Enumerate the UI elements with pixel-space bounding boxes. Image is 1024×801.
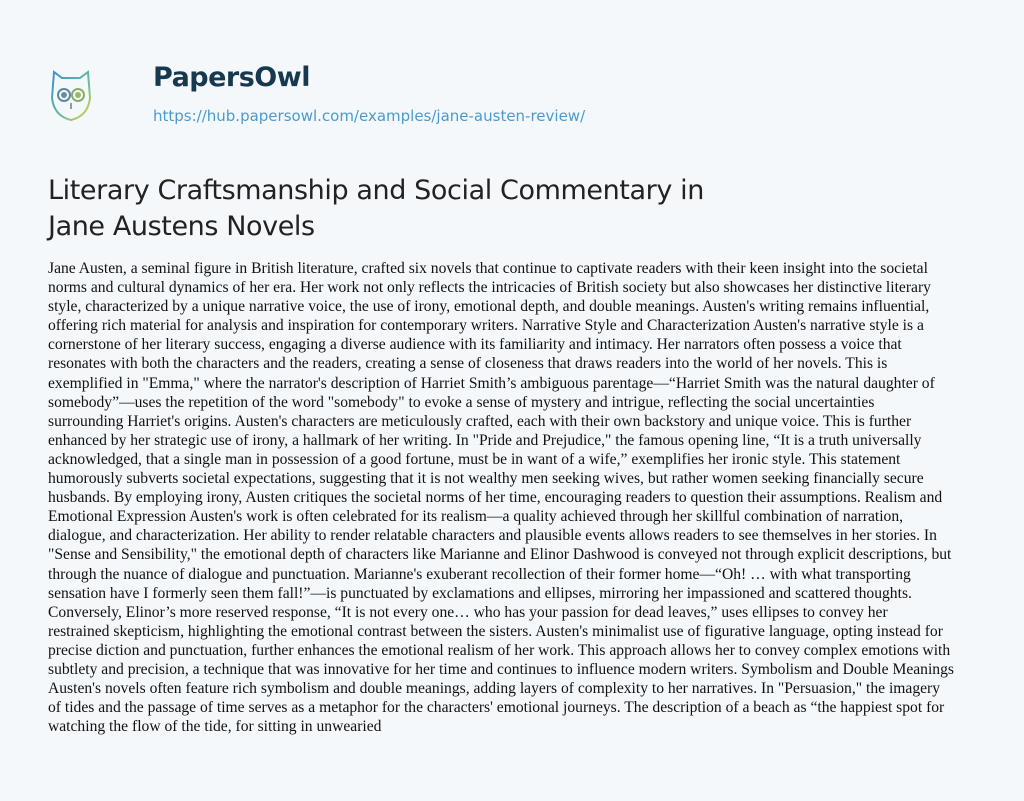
essay-line: exemplified in "Emma," where the narrator's description of Harriet Smith’s ambiguous parentage—“Harriet Smith was the natural daughter of (48, 374, 935, 392)
essay-line: Jane Austen, a seminal figure in British literature, crafted six novels that continue to captivate readers with their keen insight into the societal (48, 260, 928, 277)
essay-line: precise diction and punctuation, further enhances the emotional realism of her work. This approach allows her to convey complex emotions with (48, 641, 951, 659)
essay-line: dialogue, and characterization. Her ability to render relatable characters and plausible events allows readers to see themselves in her stories. In (48, 527, 937, 545)
brand-name[interactable]: PapersOwl (153, 62, 310, 93)
source-url-link[interactable]: https://hub.papersowl.com/examples/jane-austen-review/ (153, 107, 586, 125)
essay-line: subtlety and precision, a technique that was innovative for her time and continues to influence modern writers. Symbolism and Double Meanings (48, 660, 954, 678)
page-title (48, 173, 808, 245)
essay-line: of tides and the passage of time serves as a metaphor for the characters' emotional journeys. The description of a beach as “the happiest spot for (48, 699, 945, 717)
essay-line: surrounding Harriet's origins. Austen's characters are meticulously crafted, each with their own backstory and unique voice. This is further (48, 412, 912, 430)
essay-line: Austen's novels often feature rich symbolism and double meanings, adding layers of complexity to her narratives. In "Persuasion," the imagery (48, 680, 941, 698)
essay-line: resonates with both the characters and the readers, creating a sense of closeness that draws readers into the world of her novels. This is (48, 355, 888, 373)
essay-line: style, characterized by a unique narrative voice, the use of irony, emotional depth, and double meanings. Austen's writing remains influential, (48, 298, 930, 316)
title-line: Literary Craftsmanship and Social Commentary in (48, 175, 704, 206)
essay-line: offering rich material for analysis and inspiration for contemporary writers. Narrative Style and Characterization Austen's narrative style is a (48, 317, 924, 335)
essay-line: "Sense and Sensibility," the emotional depth of characters like Marianne and Elinor Dashwood is conveyed not through explicit descriptions, but (48, 546, 952, 564)
essay-line: enhanced by her strategic use of irony, a hallmark of her writing. In "Pride and Prejudice," the famous opening line, “It is a truth universally (48, 431, 922, 449)
title-line: Jane Austens Novels (48, 211, 315, 242)
essay-line: Emotional Expression Austen's work is often celebrated for its realism—a quality achieved through her skillful combination of narration, (48, 508, 904, 526)
essay-line: watching the flow of the tide, for sitting in unwearied (48, 718, 382, 736)
essay-line: somebody”—uses the repetition of the word "somebody" to evoke a sense of mystery and intrigue, reflecting the social uncertainties (48, 393, 875, 411)
essay-body (48, 259, 988, 736)
essay-line: cornerstone of her literary success, engaging a diverse audience with its familiarity and intimacy. Her narrators often possess a voice that (48, 336, 902, 354)
essay-line: norms and cultural dynamics of her era. Her work not only reflects the intricacies of British society but also showcases her distinctive literary (48, 279, 931, 297)
essay-line: restrained skepticism, highlighting the emotional contrast between the sisters. Austen's minimalist use of figurative language, opting instead for (48, 622, 943, 640)
essay-line: through the nuance of dialogue and punctuation. Marianne's exuberant recollection of their former home—“Oh! … with what transporting (48, 565, 911, 583)
owl-logo-icon (48, 68, 94, 122)
essay-line: humorously subverts societal expectations, suggesting that it is not wealthy men seeking wives, but rather women seeking financially secure (48, 470, 924, 488)
essay-line: husbands. By employing irony, Austen critiques the societal norms of her time, encouraging readers to question their assumptions. Realism and (48, 489, 943, 507)
essay-line: sensation have I formerly seen them fall!”—is punctuated by exclamations and ellipses, mirroring her impassioned and scattered thoughts. (48, 584, 912, 602)
essay-line: Conversely, Elinor’s more reserved response, “It is not every one… who has your passion for dead leaves,” uses ellipses to convey her (48, 603, 888, 621)
essay-line: acknowledged, that a single man in possession of a good fortune, must be in want of a wife,” exemplifies her ironic style. This statement (48, 450, 901, 468)
